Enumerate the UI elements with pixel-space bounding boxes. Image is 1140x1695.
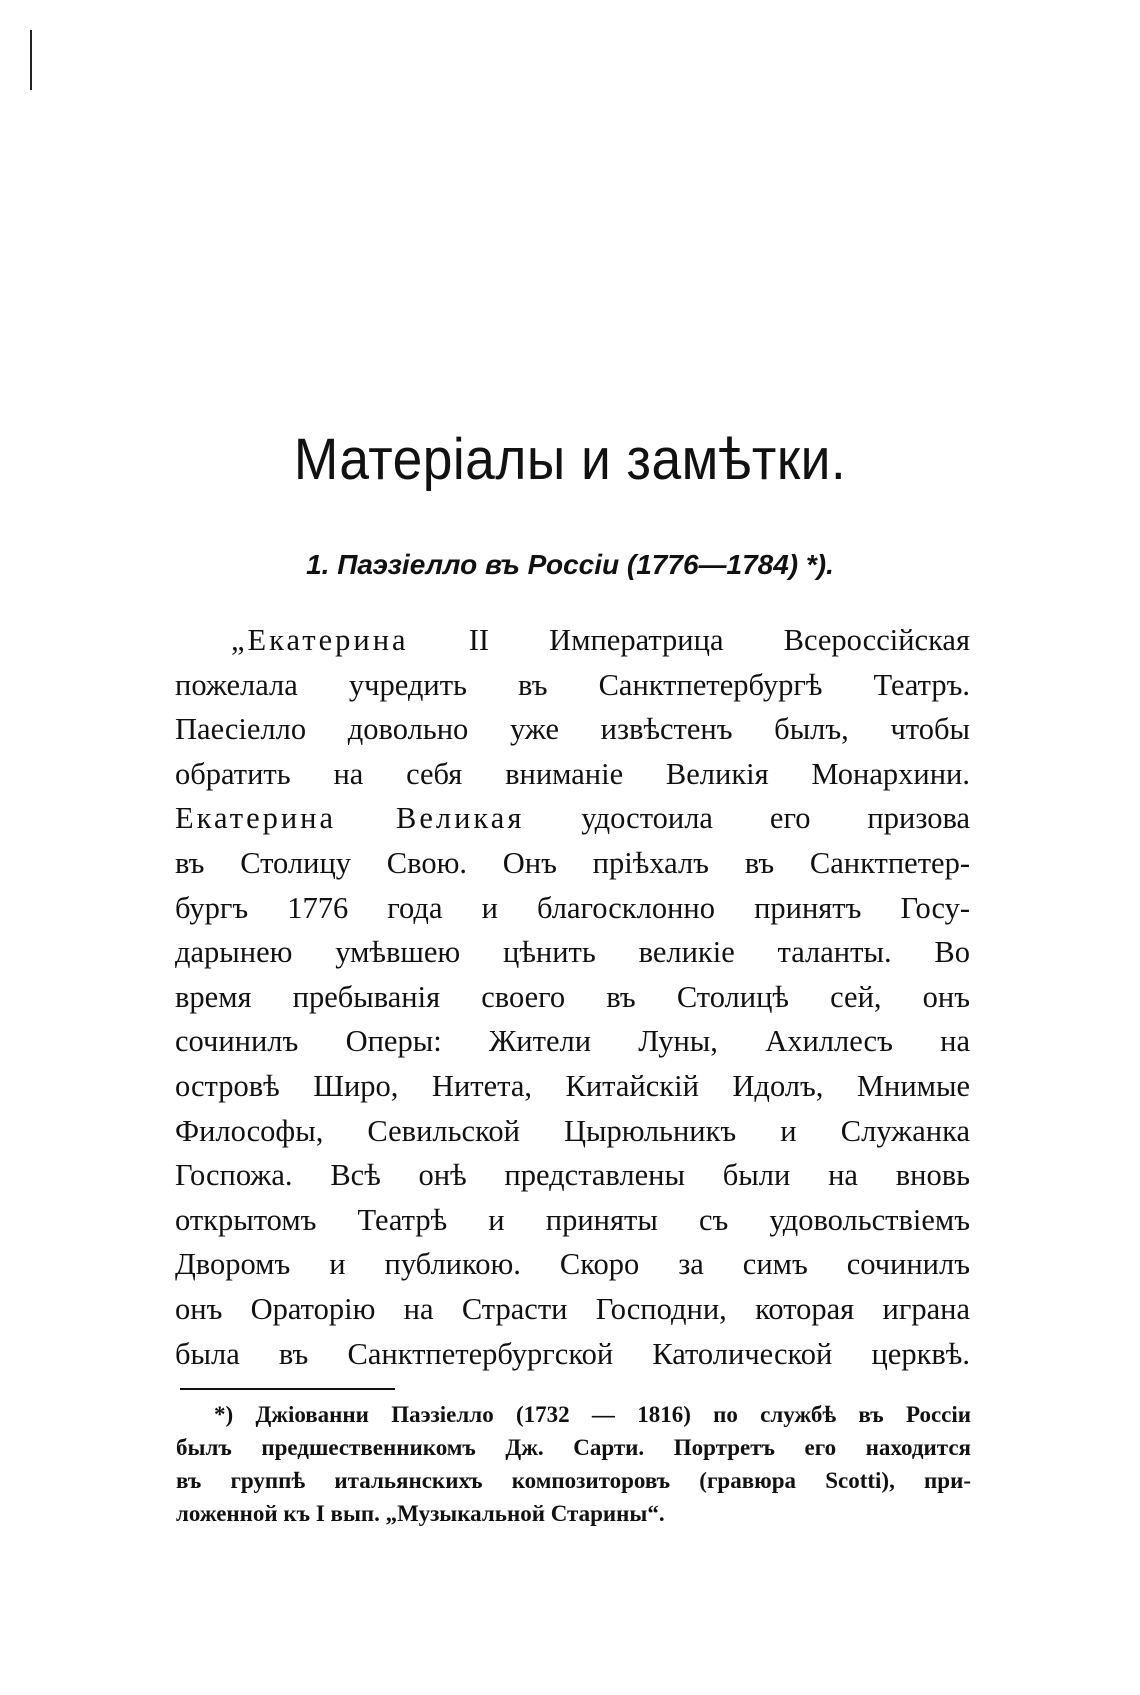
body-line: въ Столицу Свою. Онъ пріѣхалъ въ Санктпетер- bbox=[175, 845, 970, 880]
scan-edge-mark bbox=[30, 30, 32, 90]
body-line: дарынею умѣвшею цѣнить великіе таланты. Во bbox=[175, 935, 970, 970]
section-heading: 1. Паэзіелло въ Россіи (1776—1784) *). bbox=[306, 549, 834, 580]
footnote-line: *) Джіованни Паэзіелло (1732 — 1816) по службѣ въ Россіи bbox=[214, 1402, 971, 1427]
body-line bbox=[175, 618, 970, 663]
footnote bbox=[176, 1398, 971, 1530]
body-line: островѣ Широ, Нитета, Китайскій Идолъ, Мнимые bbox=[175, 1068, 970, 1103]
body-line: была въ Санктпетербургской Католической церквѣ. bbox=[175, 1336, 970, 1371]
body-line: Философы, Севильской Цырюльникъ и Служанка bbox=[175, 1113, 970, 1148]
body-line: Паесіелло довольно уже извѣстенъ былъ, чтобы bbox=[175, 712, 970, 747]
body-line-text: II Императрица Всероссійская bbox=[408, 623, 970, 657]
body-line: Дворомъ и публикою. Скоро за симъ сочинилъ bbox=[175, 1247, 970, 1282]
body-line: сочинилъ Оперы: Жители Луны, Ахиллесъ на bbox=[175, 1024, 970, 1059]
page-title: Матеріалы и замѣтки. bbox=[293, 427, 847, 492]
lead-word: „Екатерина bbox=[231, 623, 409, 657]
body-line: пожелала учредить въ Санктпетербургѣ Театръ. bbox=[175, 667, 970, 702]
body-paragraph bbox=[175, 618, 970, 1376]
footnote-line: въ группѣ итальянскихъ композиторовъ (гравюра Scotti), при- bbox=[176, 1468, 971, 1493]
body-line: бургъ 1776 года и благосклонно принятъ Госу- bbox=[175, 890, 970, 925]
body-line: Екатерина Великая удостоила его призова bbox=[175, 801, 970, 836]
footnote-line: ложенной къ I вып. „Музыкальной Старины“. bbox=[176, 1501, 665, 1526]
body-line: онъ Ораторію на Страсти Господни, которая играна bbox=[175, 1291, 970, 1326]
footnote-divider bbox=[180, 1388, 395, 1390]
spaced-lead: Екатерина Великая bbox=[175, 801, 525, 836]
body-line: обратить на себя вниманіе Великія Монархини. bbox=[175, 756, 970, 791]
body-line: Госпожа. Всѣ онѣ представлены были на вновь bbox=[175, 1158, 970, 1193]
body-line: время пребыванія своего въ Столицѣ сей, онъ bbox=[175, 979, 970, 1014]
footnote-line: былъ предшественникомъ Дж. Сарти. Портретъ его находится bbox=[176, 1435, 971, 1460]
body-line: открытомъ Театрѣ и приняты съ удовольствіемъ bbox=[175, 1202, 970, 1237]
